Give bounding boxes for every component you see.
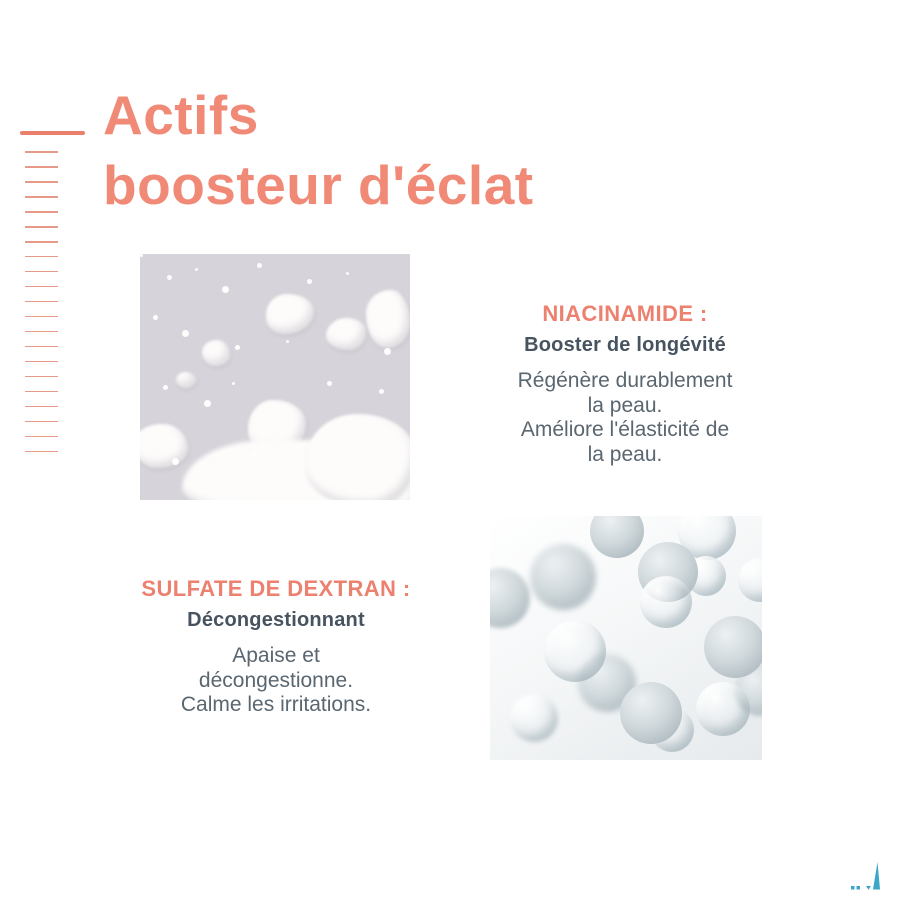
body-line: décongestionne. [198,668,354,692]
tick-line [25,421,58,423]
body-line: Apaise et [232,644,320,667]
sphere [490,568,530,628]
sphere [620,682,682,744]
page-title [103,80,534,220]
tick-line [25,361,58,363]
section-niacinamide [489,301,761,467]
powder-clump [326,318,366,350]
tick-line [25,256,58,258]
brand-mark-icon [849,859,885,893]
tick-line [25,451,58,453]
powder-clump [176,372,196,388]
powder-specks [140,254,143,257]
tick-line [25,271,58,273]
tick-line [25,331,58,333]
body-line: la peau. [587,393,663,417]
tick-line [25,211,58,213]
tick-line [25,346,58,348]
section-subheading: Décongestionnant [187,609,365,631]
tick-line [25,226,58,228]
body-line: Calme les irritations. [180,693,372,716]
section-body [140,644,412,718]
tick-line [25,241,58,243]
powder-clump [306,414,410,500]
bubble [738,558,762,602]
tick-line [25,196,58,198]
powder-clump [366,290,410,348]
tick-line [25,376,58,378]
bubble [544,620,606,682]
section-heading: SULFATE DE DEXTRAN : [141,576,411,601]
tick-line [25,166,58,168]
body-line: la peau. [587,442,663,466]
powder-texture-photo [140,254,410,500]
section-heading: NIACINAMIDE : [542,301,708,326]
tick-line [25,316,58,318]
sphere [704,616,762,678]
tick-line [25,151,58,153]
microspheres-photo [490,516,762,760]
powder-clump [140,424,188,468]
accent-line [20,131,85,135]
tick-line [25,436,58,438]
powder-clump [266,294,314,334]
tick-lines [25,151,58,452]
sphere [530,544,596,610]
bubble [640,576,692,628]
tick-line [25,181,58,183]
body-line: Régénère durablement [517,369,733,392]
tick-line [25,286,58,288]
section-subheading: Booster de longévité [524,334,726,356]
title-line-2: boosteur d'éclat [103,154,534,216]
tick-line [25,391,58,393]
body-line: Améliore l'élasticité de [520,418,730,441]
bubble [510,694,558,742]
section-sulfate-de-dextran [140,576,412,718]
section-body [489,369,761,467]
tick-line [25,406,58,408]
powder-clump [202,340,230,366]
bubble [696,682,750,736]
tick-line [25,301,58,303]
sphere [590,516,644,558]
title-line-1: Actifs [103,84,259,146]
